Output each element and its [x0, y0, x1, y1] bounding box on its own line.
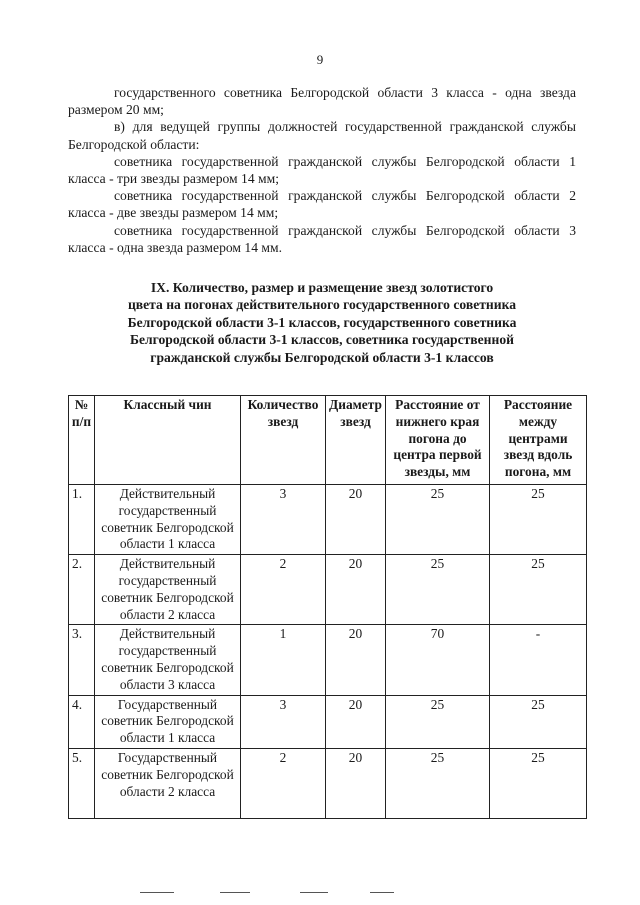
row-number: 1. — [69, 485, 95, 555]
header-diameter: Диаметр звезд — [326, 396, 386, 485]
edge-distance: 70 — [386, 625, 490, 695]
row-number: 4. — [69, 695, 95, 748]
rank-name: Государственный советник Белгородской области 1 класса — [95, 695, 241, 748]
between-distance: 25 — [490, 485, 587, 555]
between-distance: 25 — [490, 555, 587, 625]
star-count: 2 — [241, 748, 326, 818]
star-count: 1 — [241, 625, 326, 695]
table-row — [69, 485, 587, 555]
rank-name: Действительный государственный советник Белгородской области 3 класса — [95, 625, 241, 695]
heading-line: гражданской службы Белгородской области 3-1 классов — [150, 349, 494, 365]
header-rank: Классный чин — [95, 396, 241, 485]
rank-name: Государственный советник Белгородской области 2 класса — [95, 748, 241, 818]
scan-artifact-marks — [140, 892, 440, 896]
row-number: 3. — [69, 625, 95, 695]
header-star-count: Количество звезд — [241, 396, 326, 485]
body-text — [68, 84, 576, 256]
row-number: 5. — [69, 748, 95, 818]
header-number: № п/п — [69, 396, 95, 485]
between-distance: 25 — [490, 748, 587, 818]
header-between-distance: Расстояние между центрами звезд вдоль погона, мм — [490, 396, 587, 485]
table-header-row — [69, 396, 587, 485]
page-number: 9 — [316, 52, 324, 67]
star-count: 3 — [241, 695, 326, 748]
paragraph: советника государственной гражданской службы Белгородской области 1 класса - три звезды размером 14 мм; — [68, 153, 576, 187]
star-diameter: 20 — [326, 748, 386, 818]
row-number: 2. — [69, 555, 95, 625]
paragraph: государственного советника Белгородской области 3 класса - одна звезда размером 20 мм; — [68, 85, 576, 118]
table-row — [69, 625, 587, 695]
rank-name: Действительный государственный советник Белгородской области 1 класса — [95, 485, 241, 555]
star-diameter: 20 — [326, 625, 386, 695]
star-placement-table — [68, 395, 587, 819]
paragraph: советника государственной гражданской службы Белгородской области 2 класса - две звезды размером 14 мм; — [68, 188, 576, 221]
between-distance: 25 — [490, 695, 587, 748]
star-count: 3 — [241, 485, 326, 555]
edge-distance: 25 — [386, 695, 490, 748]
star-diameter: 20 — [326, 695, 386, 748]
heading-line: Белгородской области 3-1 классов, государственного советника — [127, 314, 517, 330]
edge-distance: 25 — [386, 485, 490, 555]
edge-distance: 25 — [386, 555, 490, 625]
heading-line: Белгородской области 3-1 классов, советника государственной — [130, 332, 514, 348]
header-edge-distance: Расстояние от нижнего края погона до центра первой звезды, мм — [386, 396, 490, 485]
star-diameter: 20 — [326, 555, 386, 625]
heading-line: цвета на погонах действительного государственного советника — [127, 297, 517, 313]
heading-line: IX. Количество, размер и размещение звезд золотистого — [150, 280, 494, 295]
rank-name: Действительный государственный советник Белгородской области 2 класса — [95, 555, 241, 625]
table-row — [69, 748, 587, 818]
edge-distance: 25 — [386, 748, 490, 818]
table-row — [69, 555, 587, 625]
section-heading — [68, 279, 576, 366]
star-diameter: 20 — [326, 485, 386, 555]
between-distance: - — [490, 625, 587, 695]
paragraph: в) для ведущей группы должностей государственной гражданской службы Белгородской области: — [68, 119, 576, 152]
table-row — [69, 695, 587, 748]
paragraph: советника государственной гражданской службы Белгородской области 3 класса - одна звезда размером 14 мм. — [68, 222, 576, 255]
star-count: 2 — [241, 555, 326, 625]
